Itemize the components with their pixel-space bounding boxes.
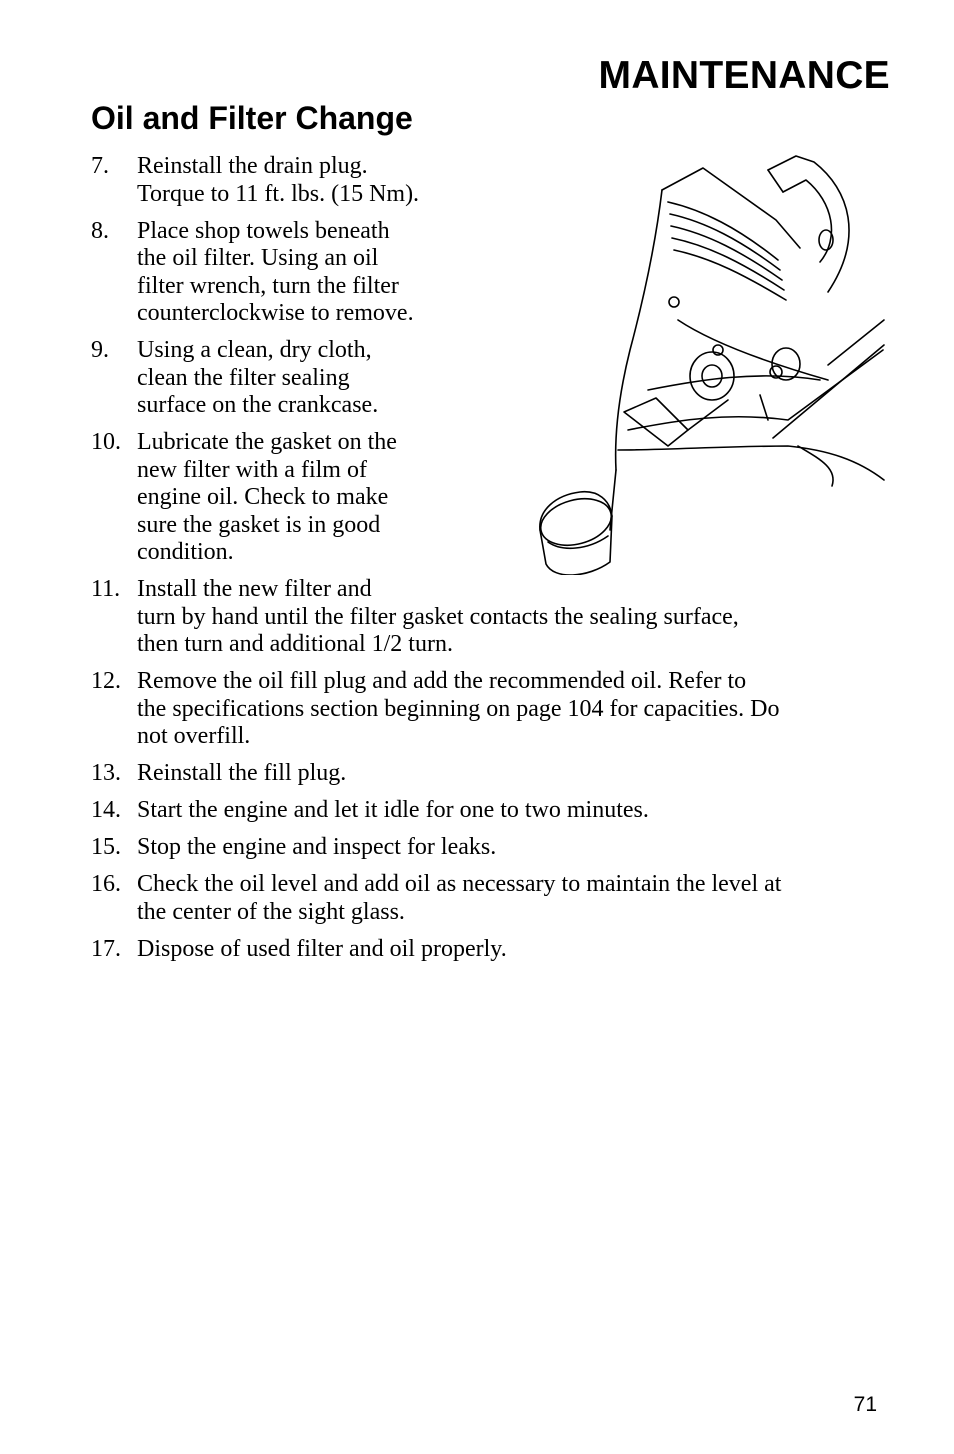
list-item bbox=[91, 576, 891, 659]
step-text: Stop the engine and inspect for leaks. bbox=[137, 834, 497, 860]
chapter-title: MAINTENANCE bbox=[598, 54, 890, 97]
list-item bbox=[91, 668, 891, 751]
step-text: Check the oil level and add oil as necessary to maintain the level at the center of the sight glass. bbox=[137, 871, 782, 925]
step-number: 10. bbox=[91, 429, 121, 455]
step-number: 13. bbox=[91, 760, 121, 786]
step-text: Place shop towels beneath the oil filter. Using an oil filter wrench, turn the filter counterclockwise to remove. bbox=[137, 217, 414, 326]
list-item bbox=[91, 337, 891, 420]
step-number: 14. bbox=[91, 797, 121, 823]
list-item bbox=[91, 834, 891, 862]
list-item bbox=[91, 871, 891, 926]
step-number: 12. bbox=[91, 668, 121, 694]
step-number: 16. bbox=[91, 871, 121, 897]
step-number: 11. bbox=[91, 576, 121, 602]
step-text: Start the engine and let it idle for one to two minutes. bbox=[137, 797, 649, 823]
instruction-list bbox=[91, 153, 891, 973]
step-text: Using a clean, dry cloth, clean the filter sealing surface on the crankcase. bbox=[137, 337, 379, 418]
page-number: 71 bbox=[853, 1393, 877, 1416]
list-item bbox=[91, 797, 891, 825]
section-title: Oil and Filter Change bbox=[91, 100, 413, 136]
step-text: Install the new filter and turn by hand until the filter gasket contacts the sealing surface, then turn and additional 1/2 turn. bbox=[137, 576, 739, 657]
list-item bbox=[91, 218, 891, 328]
step-number: 9. bbox=[91, 337, 109, 363]
step-text: Reinstall the drain plug. Torque to 11 ft. lbs. (15 Nm). bbox=[137, 153, 420, 207]
list-item bbox=[91, 760, 891, 788]
step-text: Remove the oil fill plug and add the recommended oil. Refer to the specifications section beginning on page 104 for capacities. Do not overfill. bbox=[137, 668, 780, 749]
list-item bbox=[91, 153, 891, 208]
step-text: Dispose of used filter and oil properly. bbox=[137, 935, 507, 962]
step-number: 7. bbox=[91, 153, 109, 179]
list-item bbox=[91, 936, 891, 964]
step-number: 15. bbox=[91, 834, 121, 860]
list-item bbox=[91, 429, 891, 567]
step-number: 17. bbox=[91, 935, 121, 962]
step-number: 8. bbox=[91, 217, 109, 244]
step-text: Lubricate the gasket on the new filter with a film of engine oil. Check to make sure the gasket is in good condition. bbox=[137, 429, 397, 565]
step-text: Reinstall the fill plug. bbox=[137, 760, 347, 786]
